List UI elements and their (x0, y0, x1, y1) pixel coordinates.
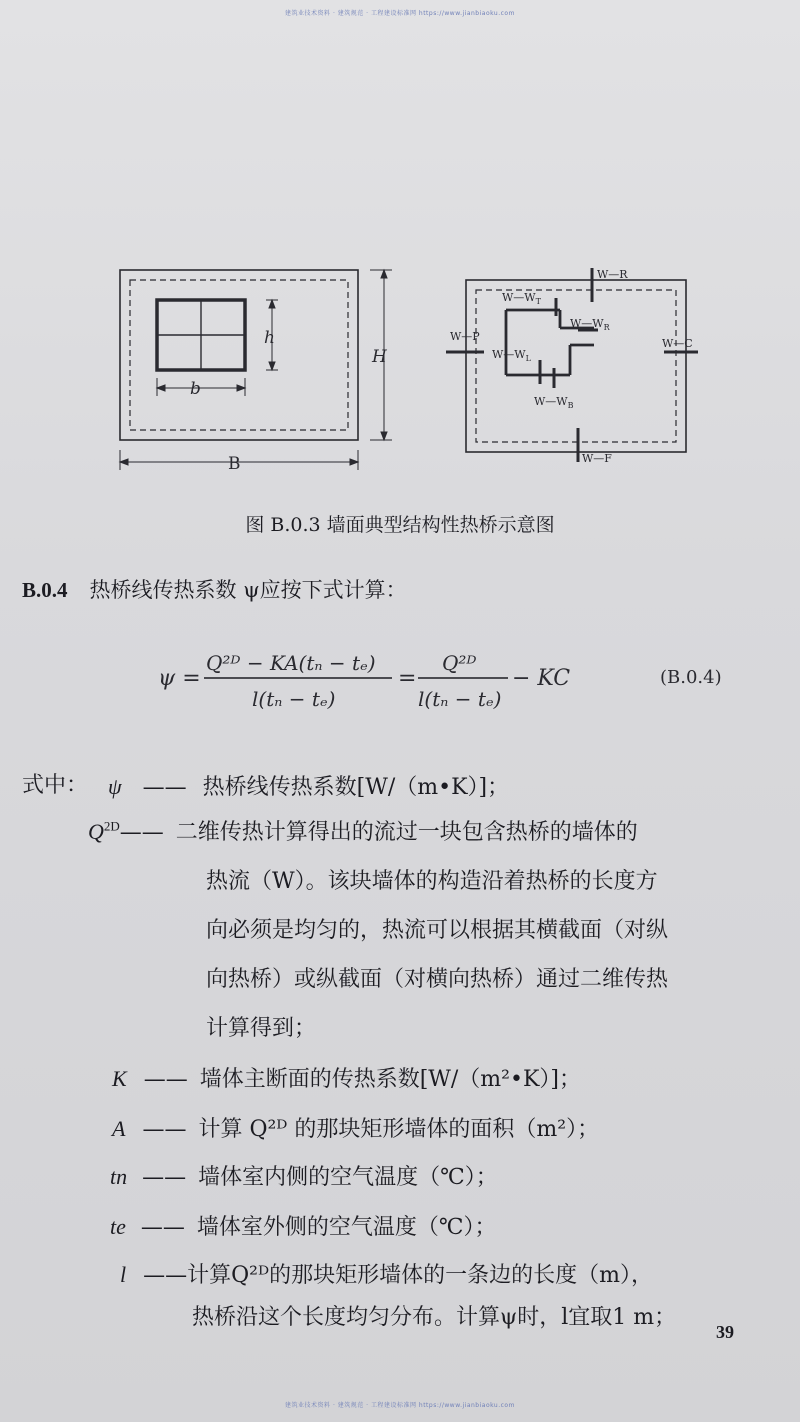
formula-denominator-1: l(tₙ − tₑ) (252, 687, 336, 711)
where-item-l: l ——计算Q²ᴰ的那块矩形墙体的一条边的长度（m）， (120, 1262, 653, 1288)
thermal-bridge-figure (0, 0, 800, 500)
formula-lhs: ψ = (158, 666, 201, 691)
formula-numerator-2: Q²ᴰ (442, 651, 477, 675)
formula-b04 (0, 640, 800, 720)
where-q2d-line-3: 向必须是均匀的，热流可以根据其横截面（对纵 (206, 918, 669, 943)
where-item-a: A —— 计算 Q²ᴰ 的那块矩形墙体的面积（m²）； (112, 1116, 600, 1142)
formula-tail: − KC (512, 666, 571, 691)
where-q2d-line-5: 计算得到； (206, 1016, 317, 1041)
formula-numerator-1: Q²ᴰ − KA(tₙ − tₑ) (206, 651, 376, 675)
label-w-wb: $W—W_B$ (534, 395, 574, 410)
label-w-wr: $W—W_R$ (570, 317, 610, 332)
where-label: 式中： (22, 773, 89, 798)
label-w-p: W—P (450, 330, 480, 343)
formula-number: (B.0.4) (660, 667, 722, 688)
label-w-c: W—C (662, 337, 693, 350)
formula-denominator-2: l(tₙ − tₑ) (418, 687, 502, 711)
label-w-f: W—F (582, 452, 612, 465)
figure-caption: 图 B.0.3 墙面典型结构性热桥示意图 (245, 514, 555, 536)
section-text: 热桥线传热系数 ψ应按下式计算： (89, 578, 407, 602)
watermark-top: 建筑业技术资料 · 建筑规范 · 工程建设标准网 https://www.jianbiaoku.com (285, 10, 515, 17)
where-item-k: K —— 墙体主断面的传热系数[W/（m²•K）]； (112, 1066, 581, 1092)
label-w-wl: $W—W_L$ (492, 348, 531, 363)
where-q2d-line-2: 热流（W）。该块墙体的构造沿着热桥的长度方 (206, 869, 658, 894)
where-l-line-2: 热桥沿这个长度均匀分布。计算ψ时，l宜取1 m； (192, 1305, 677, 1330)
section-number: B.0.4 (22, 578, 68, 602)
label-H: H (372, 347, 387, 367)
where-item-psi: ψ —— 热桥线传热系数[W/（m•K）]； (108, 774, 510, 800)
label-w-r: W—R (597, 268, 628, 281)
right-wall-diagram (446, 268, 698, 462)
label-b: b (190, 379, 201, 399)
label-w-wt: $W—W_T$ (502, 291, 541, 306)
label-B: B (228, 454, 241, 474)
where-item-q2d: $Q^{2D}——$ 二维传热计算得出的流过一块包含热桥的墙体的 (88, 818, 638, 845)
label-h: h (264, 328, 275, 348)
where-item-te: te —— 墙体室外侧的空气温度（℃）； (110, 1214, 497, 1240)
left-wall-diagram (120, 270, 392, 470)
section-heading (22, 574, 407, 604)
page-number: 39 (716, 1322, 734, 1342)
watermark-bottom: 建筑业技术资料 · 建筑规范 · 工程建设标准网 https://www.jianbiaoku.com (285, 1402, 515, 1409)
where-q2d-line-4: 向热桥）或纵截面（对横向热桥）通过二维传热 (206, 967, 669, 992)
formula-equals: = (398, 666, 417, 691)
where-item-tn: tn —— 墙体室内侧的空气温度（℃）； (110, 1164, 498, 1190)
